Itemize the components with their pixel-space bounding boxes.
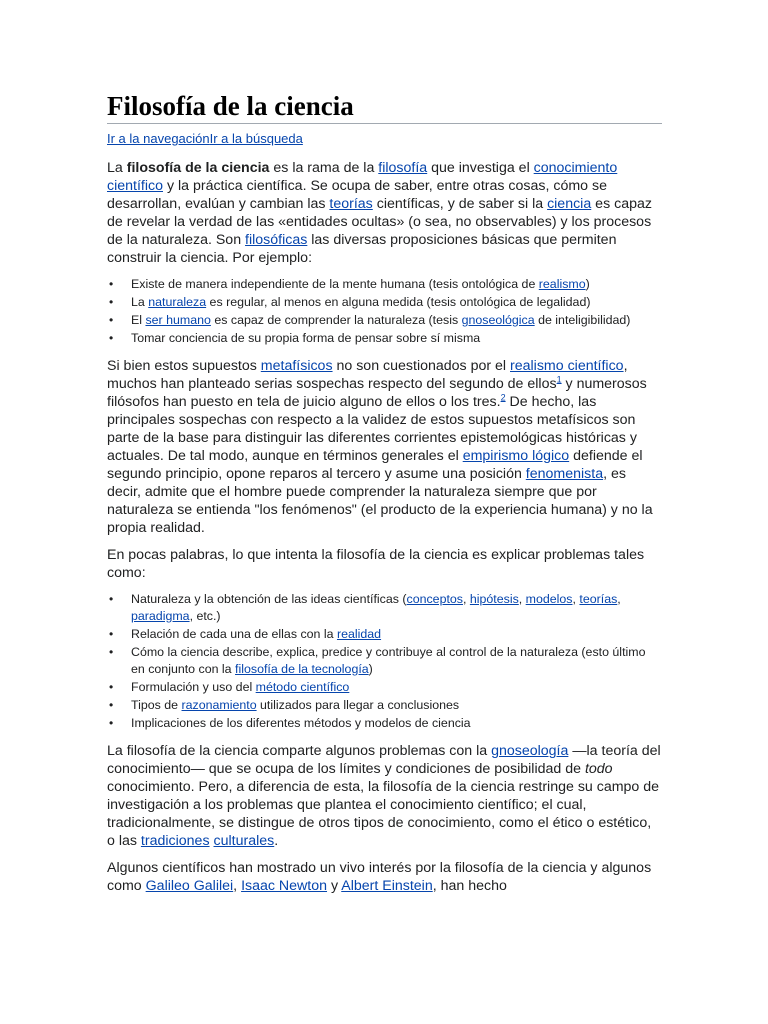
jump-links (107, 131, 662, 147)
text: es regular, al menos en alguna medida (tesis ontológica de legalidad) (206, 295, 591, 309)
text: Cómo la ciencia describe, explica, predice y contribuye al control de la naturaleza (esto último en conjunto con la (131, 645, 646, 676)
list-item (109, 644, 662, 678)
link-empirismo-logico[interactable]: empirismo lógico (462, 448, 570, 464)
separator: , (617, 592, 621, 606)
bold-term: filosofía de la ciencia (126, 160, 270, 176)
paragraph-metaphysics (107, 357, 662, 537)
text: Naturaleza y la obtención de las ideas científicas ( (131, 592, 407, 606)
text: que investiga el (427, 160, 534, 176)
text: Relación de cada una de ellas con la (131, 627, 337, 641)
text: , (233, 878, 242, 894)
text: . (274, 833, 279, 849)
text: es capaz de comprender la naturaleza (tesis (210, 313, 462, 327)
text: , es decir, admite que el hombre puede comprender la naturaleza siempre que por naturaleza se entienda "los fenómenos" (el producto de la experiencia humana) y no la propia realidad. (107, 466, 653, 536)
link-teorias[interactable]: teorías (329, 196, 373, 212)
paragraph-intro (107, 159, 662, 267)
bullet: • (109, 313, 114, 327)
list-problems (107, 591, 662, 732)
paragraph-gnoseology (107, 742, 662, 850)
link-modelos[interactable]: modelos (525, 592, 573, 606)
link-fenomenista[interactable]: fenomenista (525, 466, 604, 482)
list-item (109, 276, 662, 293)
link-realidad[interactable]: realidad (336, 627, 382, 641)
paragraph-summary: En pocas palabras, lo que intenta la filosofía de la ciencia es explicar problemas tales como: (107, 547, 645, 581)
text: ) (368, 662, 373, 676)
list-item (109, 679, 662, 696)
list-item (109, 591, 662, 625)
text: y numerosos filósofos han puesto en tela de juicio alguno de ellos o los tres. (107, 376, 647, 410)
link-paradigma[interactable]: paradigma (131, 609, 190, 623)
bullet: • (109, 698, 114, 712)
text: defiende el segundo principio, opone reparos al tercero y asume una posición (107, 448, 643, 482)
text: Formulación y uso del (131, 680, 256, 694)
text: Algunos científicos han mostrado un vivo interés por la filosofía de la ciencia y algunos como (107, 860, 652, 894)
text: , han hecho (432, 878, 507, 894)
list-item (109, 715, 662, 732)
link-isaac-newton[interactable]: Isaac Newton (241, 878, 328, 894)
text: de inteligibilidad) (534, 313, 631, 327)
page-title: Filosofía de la ciencia (107, 88, 662, 124)
text: y la práctica científica. Se ocupa de saber, entre otras cosas, cómo se desarrollan, evalúan y cambian las (107, 178, 607, 212)
paragraph-scientists (107, 859, 662, 895)
link-conceptos[interactable]: conceptos (406, 592, 463, 606)
list-item (109, 697, 662, 714)
text: conocimiento. Pero, a diferencia de esta, la filosofía de la ciencia restringe su campo de investigación a los problemas que plantea el conocimiento científico; el cual, tradicionalmente, se distingue de otros tipos de conocimiento, como el ético o estético, o las (107, 779, 660, 849)
link-gnoseologia[interactable]: gnoseología (491, 743, 569, 759)
link-conocimiento-cientifico[interactable]: conocimiento científico (107, 160, 618, 194)
text: utilizados para llegar a conclusiones (256, 698, 460, 712)
text: Si bien estos supuestos (107, 358, 261, 374)
list-item (109, 330, 662, 347)
text: Tipos de (131, 698, 182, 712)
footnote-2-link[interactable]: 2 (500, 392, 506, 403)
link-realismo[interactable]: realismo (538, 277, 586, 291)
list-item (109, 294, 662, 311)
jump-to-search-link[interactable]: Ir a la búsqueda (209, 131, 303, 146)
link-ciencia[interactable]: ciencia (547, 196, 592, 212)
link-culturales[interactable]: culturales (213, 833, 275, 849)
bullet: • (109, 277, 114, 291)
list-item (109, 312, 662, 329)
emphasis: todo (584, 761, 613, 777)
text: La (107, 160, 127, 176)
bullet: • (109, 592, 114, 606)
text: no son cuestionados por el (332, 358, 511, 374)
separator: , (572, 592, 580, 606)
text: y (327, 878, 342, 894)
bullet: • (109, 645, 114, 659)
text: —la teoría del conocimiento— que se ocupa de los límites y condiciones de posibilidad de (107, 743, 661, 777)
bullet: • (109, 716, 114, 730)
text: , muchos han planteado serias sospechas respecto del segundo de ellos (107, 358, 628, 392)
jump-to-navigation-link[interactable]: Ir a la navegación (107, 131, 210, 146)
link-naturaleza[interactable]: naturaleza (148, 295, 207, 309)
text: es capaz de revelar la verdad de las «entidades ocultas» (o sea, no observables) y los procesos de la naturaleza. Son (107, 196, 652, 248)
link-realismo-cientifico[interactable]: realismo científico (510, 358, 624, 374)
list-assumptions (107, 276, 662, 347)
bullet: • (109, 331, 114, 345)
text: Implicaciones de los diferentes métodos y modelos de ciencia (131, 716, 471, 730)
text: ) (585, 277, 590, 291)
link-tradiciones[interactable]: tradiciones (140, 833, 210, 849)
bullet: • (109, 295, 114, 309)
text: Existe de manera independiente de la mente humana (tesis ontológica de (131, 277, 539, 291)
link-gnoseologica[interactable]: gnoseológica (461, 313, 535, 327)
bullet: • (109, 627, 114, 641)
text: Tomar conciencia de su propia forma de pensar sobre sí misma (131, 331, 481, 345)
text: es la rama de la (269, 160, 379, 176)
link-galileo-galilei[interactable]: Galileo Galilei (145, 878, 234, 894)
text: científicas, y de saber si la (372, 196, 548, 212)
link-filosoficas[interactable]: filosóficas (245, 232, 308, 248)
footnote-1-link[interactable]: 1 (556, 374, 562, 385)
list-item (109, 626, 662, 643)
link-razonamiento[interactable]: razonamiento (181, 698, 257, 712)
link-ser-humano[interactable]: ser humano (145, 313, 211, 327)
text: El (131, 313, 146, 327)
link-teorias-list[interactable]: teorías (579, 592, 618, 606)
separator: , (462, 592, 470, 606)
bullet: • (109, 680, 114, 694)
text: De hecho, las principales sospechas con respecto a la validez de estos supuestos metafísicos son parte de la base para distinguir las diferentes corrientes epistemológicas históricas y actuales. De tal modo, aunque en términos generales el (107, 394, 637, 464)
link-filosofia-tecnologia[interactable]: filosofía de la tecnología (235, 662, 369, 676)
link-metodo-cientifico[interactable]: método científico (255, 680, 350, 694)
text: La (131, 295, 149, 309)
text: La filosofía de la ciencia comparte algunos problemas con la (107, 743, 492, 759)
link-metafisicos[interactable]: metafísicos (260, 358, 333, 374)
link-filosofia[interactable]: filosofía (378, 160, 428, 176)
article (107, 88, 662, 904)
link-albert-einstein[interactable]: Albert Einstein (341, 878, 433, 894)
text: , etc.) (189, 609, 221, 623)
text: las diversas proposiciones básicas que permiten construir la ciencia. Por ejemplo: (107, 232, 617, 266)
separator: , (518, 592, 526, 606)
link-hipotesis[interactable]: hipótesis (469, 592, 519, 606)
